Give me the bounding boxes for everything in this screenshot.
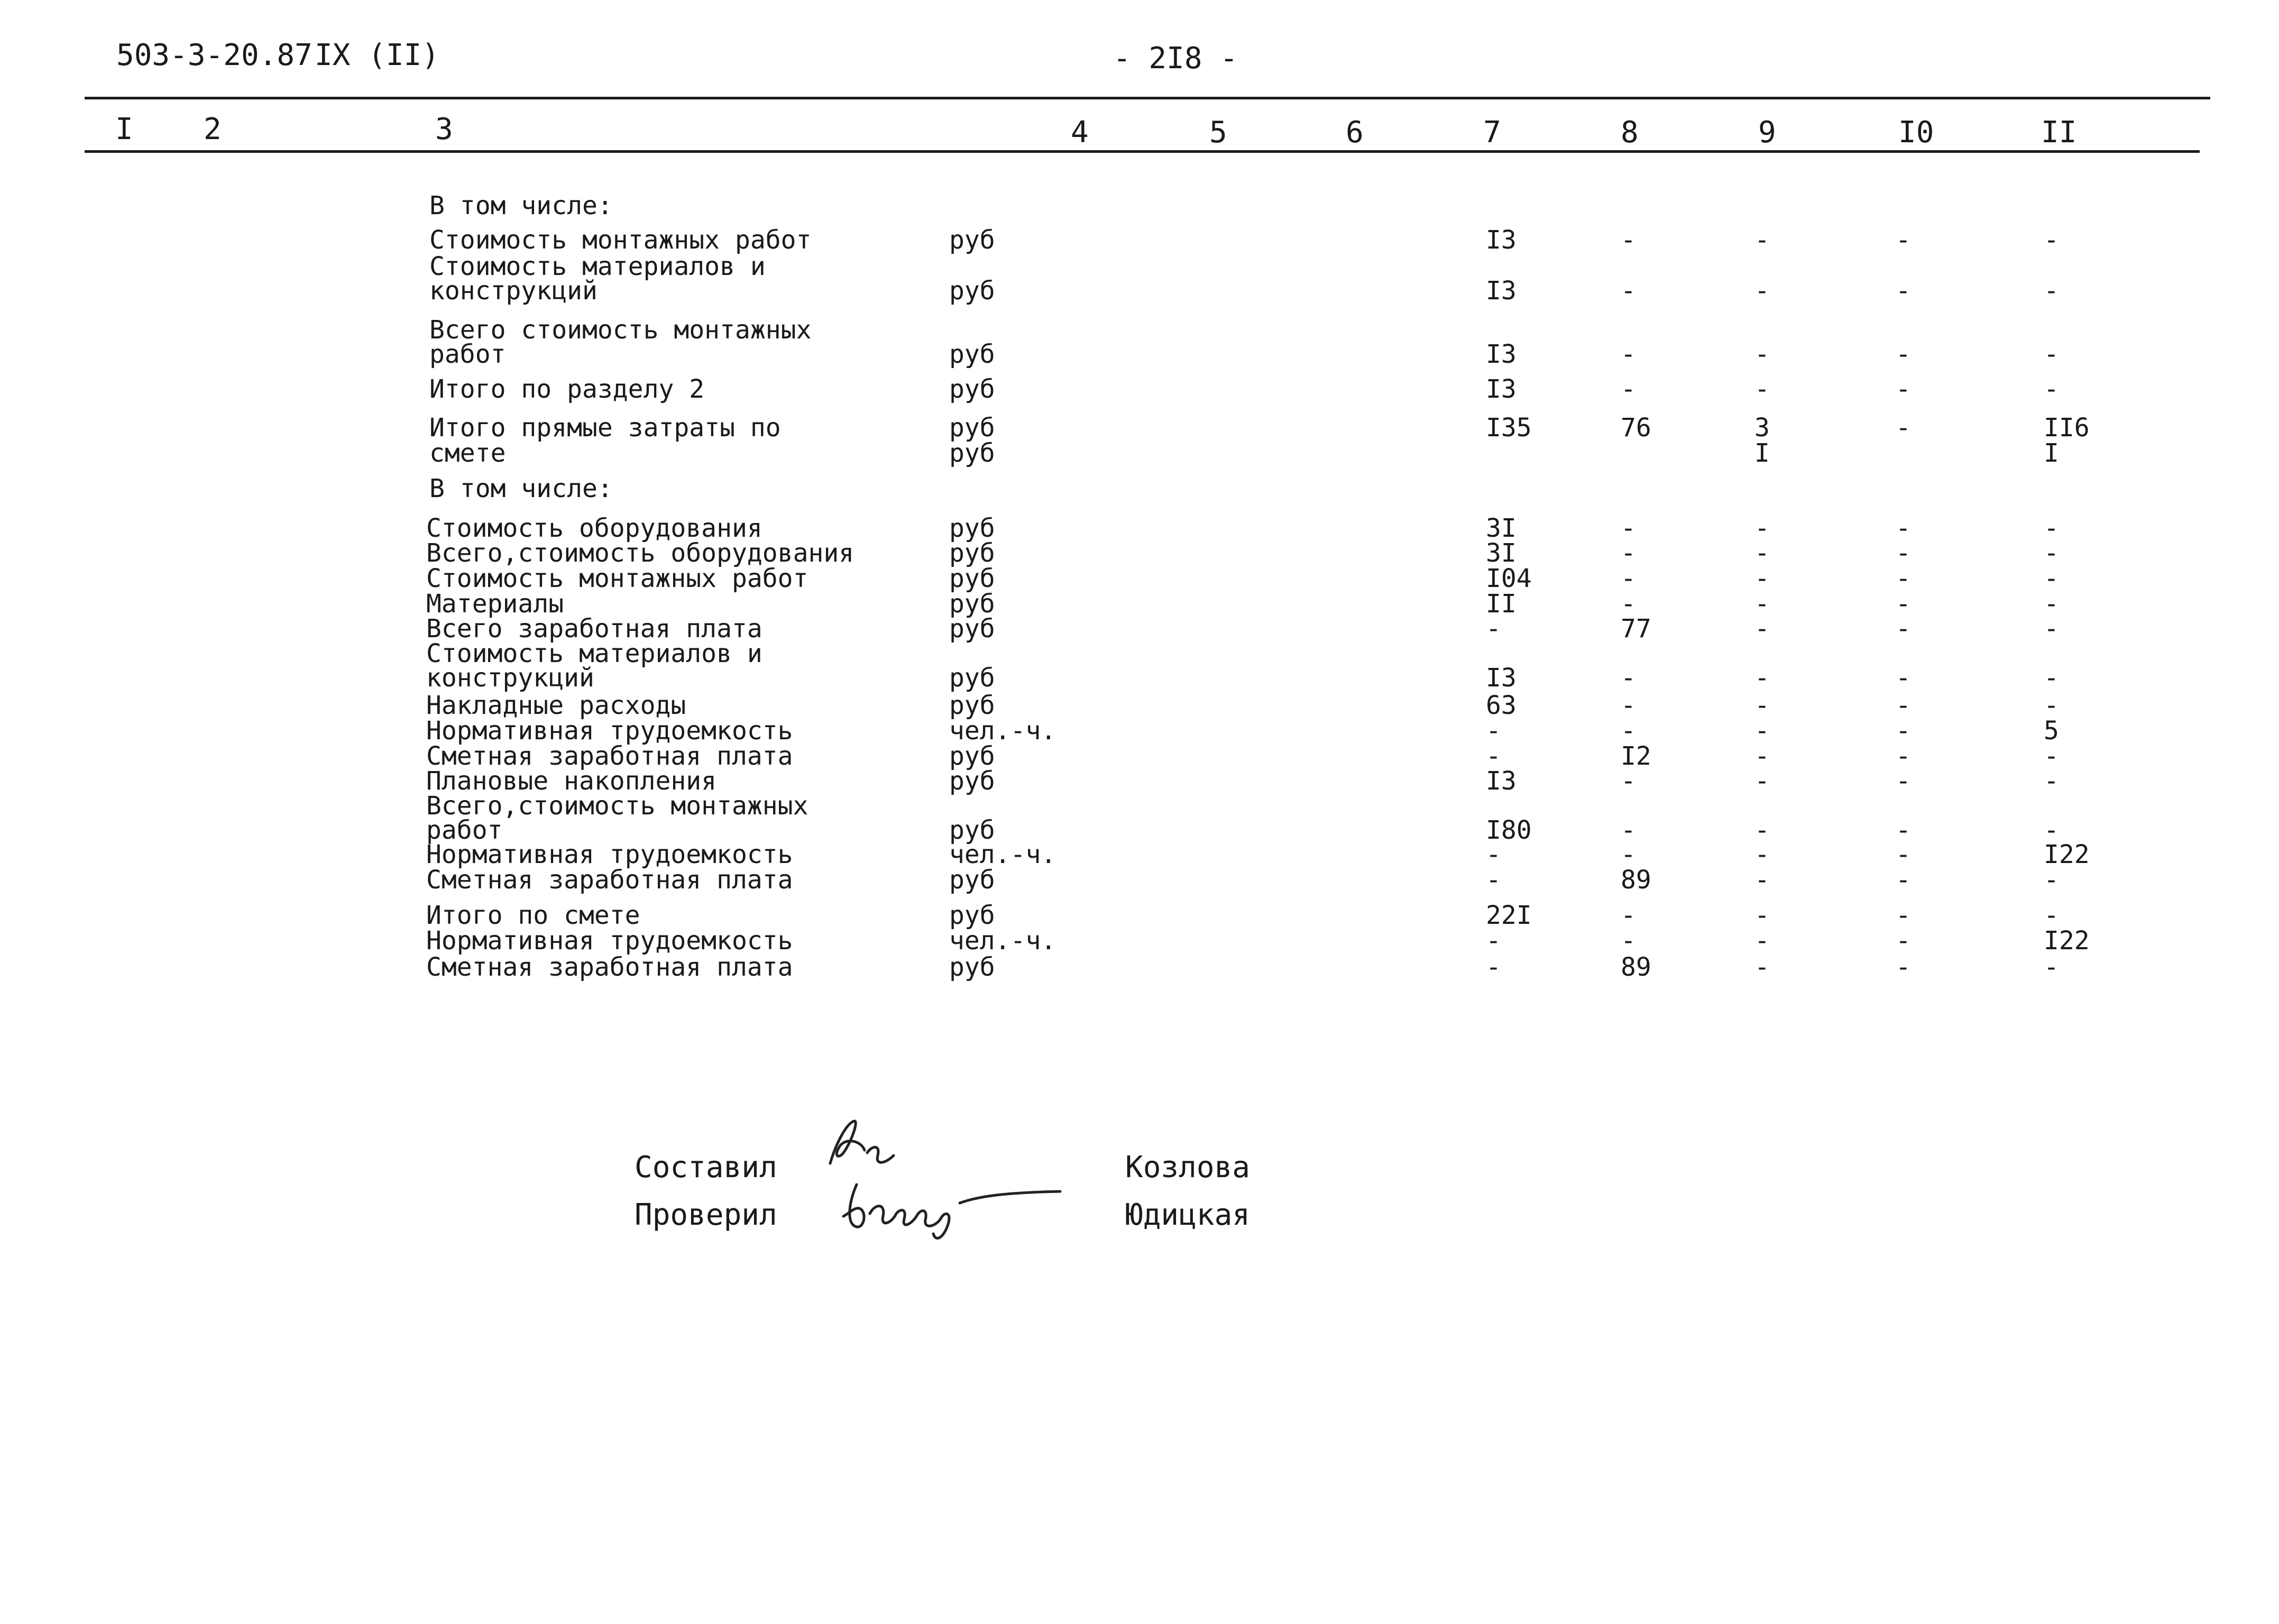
cell-c8: 77 <box>1621 614 1651 644</box>
cell-c7: - <box>1486 741 1501 771</box>
row-label: Сметная заработная плата <box>426 865 793 895</box>
cell-c7: I35 <box>1486 413 1532 443</box>
cell-c11: - <box>2044 564 2059 593</box>
cell-c11: - <box>2044 766 2059 796</box>
cell-c10: - <box>1896 374 1911 404</box>
row-unit: руб <box>949 438 995 468</box>
cell-c11: I22 <box>2044 840 2090 869</box>
row-unit: чел.-ч. <box>949 716 1056 746</box>
row-label: Материалы <box>426 589 564 619</box>
cell-c8: - <box>1621 225 1636 255</box>
cell-c7: I80 <box>1486 815 1532 845</box>
cell-c10: - <box>1896 413 1911 443</box>
cell-c8: - <box>1621 564 1636 593</box>
cell-c11: II6 <box>2044 413 2090 443</box>
cell-c11: - <box>2044 538 2059 568</box>
row-label: Плановые накопления <box>426 766 717 796</box>
cell-c9: - <box>1754 225 1770 255</box>
cell-c7: - <box>1486 926 1501 956</box>
cell-c9: - <box>1754 840 1770 869</box>
row-label: смете <box>429 438 506 468</box>
cell-c7: - <box>1486 716 1501 746</box>
cell-c7: 3I <box>1486 538 1517 568</box>
cell-c10: - <box>1896 840 1911 869</box>
cell-c7: I3 <box>1486 663 1517 693</box>
checked-signature <box>833 1171 1065 1245</box>
row-label: конструкций <box>426 663 594 693</box>
cell-c8: - <box>1621 901 1636 930</box>
cell-c10: - <box>1896 340 1911 369</box>
cell-c9: 3 <box>1754 413 1770 443</box>
row-label: Стоимость материалов и <box>426 639 762 668</box>
cell-c11: - <box>2044 340 2059 369</box>
cell-c9: - <box>1754 513 1770 543</box>
row-unit: руб <box>949 614 995 644</box>
cell-c8: - <box>1621 691 1636 720</box>
row-unit: руб <box>949 340 995 369</box>
row-unit: руб <box>949 691 995 720</box>
col-header-1: I <box>115 112 133 146</box>
row-label: работ <box>429 340 506 369</box>
col-header-4: 4 <box>1071 115 1089 150</box>
col-header-2: 2 <box>204 112 222 146</box>
cell-c7: 22I <box>1486 901 1532 930</box>
row-label: Нормативная трудоемкость <box>426 716 793 746</box>
cell-c8: - <box>1621 513 1636 543</box>
table-header-bottom-rule <box>85 150 2200 153</box>
cell-c9: - <box>1754 741 1770 771</box>
page-number: - 2I8 - <box>1113 41 1238 76</box>
cell-c11: I <box>2044 438 2059 468</box>
col-header-8: 8 <box>1621 115 1639 150</box>
row-label: Накладные расходы <box>426 691 686 720</box>
row-label: Всего заработная плата <box>426 614 762 644</box>
cell-c8: 89 <box>1621 865 1651 895</box>
row-unit: руб <box>949 952 995 982</box>
cell-c8: - <box>1621 815 1636 845</box>
col-header-5: 5 <box>1209 115 1227 150</box>
cell-c11: - <box>2044 276 2059 306</box>
cell-c11: 5 <box>2044 716 2059 746</box>
cell-c10: - <box>1896 815 1911 845</box>
cell-c7: - <box>1486 840 1501 869</box>
cell-c10: - <box>1896 513 1911 543</box>
row-unit: руб <box>949 589 995 619</box>
row-unit: руб <box>949 276 995 306</box>
cell-c9: - <box>1754 766 1770 796</box>
row-label: Всего стоимость монтажных <box>429 315 812 345</box>
document-part: IX (II) <box>315 38 440 72</box>
cell-c10: - <box>1896 614 1911 644</box>
cell-c10: - <box>1896 741 1911 771</box>
cell-c9: - <box>1754 589 1770 619</box>
cell-c10: - <box>1896 716 1911 746</box>
cell-c7: I04 <box>1486 564 1532 593</box>
cell-c10: - <box>1896 926 1911 956</box>
row-unit: чел.-ч. <box>949 926 1056 956</box>
cell-c8: - <box>1621 766 1636 796</box>
cell-c8: - <box>1621 663 1636 693</box>
cell-c8: - <box>1621 589 1636 619</box>
row-unit: руб <box>949 538 995 568</box>
cell-c8: - <box>1621 374 1636 404</box>
cell-c11: - <box>2044 374 2059 404</box>
cell-c7: - <box>1486 614 1501 644</box>
cell-c10: - <box>1896 564 1911 593</box>
cell-c9: - <box>1754 276 1770 306</box>
row-label: Нормативная трудоемкость <box>426 926 793 956</box>
cell-c9: - <box>1754 952 1770 982</box>
row-unit: руб <box>949 663 995 693</box>
cell-c11: I22 <box>2044 926 2090 956</box>
cell-c10: - <box>1896 766 1911 796</box>
col-header-10: I0 <box>1898 115 1934 150</box>
cell-c8: - <box>1621 840 1636 869</box>
cell-c9: - <box>1754 865 1770 895</box>
row-label: Всего,стоимость монтажных <box>426 791 808 821</box>
row-label: работ <box>426 815 503 845</box>
cell-c9: - <box>1754 614 1770 644</box>
col-header-9: 9 <box>1758 115 1776 150</box>
cell-c9: - <box>1754 564 1770 593</box>
cell-c8: - <box>1621 538 1636 568</box>
row-label: Стоимость монтажных работ <box>426 564 808 593</box>
cell-c8: I2 <box>1621 741 1651 771</box>
row-label: В том числе: <box>429 191 613 221</box>
cell-c9: - <box>1754 926 1770 956</box>
cell-c9: - <box>1754 374 1770 404</box>
checked-by-name: Юдицкая <box>1125 1198 1251 1232</box>
cell-c7: 63 <box>1486 691 1517 720</box>
cell-c11: - <box>2044 815 2059 845</box>
cell-c10: - <box>1896 901 1911 930</box>
cell-c9: - <box>1754 340 1770 369</box>
cell-c11: - <box>2044 589 2059 619</box>
row-label: Стоимость оборудования <box>426 513 762 543</box>
cell-c10: - <box>1896 225 1911 255</box>
row-unit: чел.-ч. <box>949 840 1056 869</box>
cell-c10: - <box>1896 952 1911 982</box>
row-unit: руб <box>949 225 995 255</box>
cell-c8: - <box>1621 340 1636 369</box>
row-label: Стоимость монтажных работ <box>429 225 812 255</box>
cell-c8: 76 <box>1621 413 1651 443</box>
document-code: 503-3-20.87 <box>116 38 313 72</box>
row-unit: руб <box>949 513 995 543</box>
cell-c10: - <box>1896 538 1911 568</box>
cell-c7: - <box>1486 865 1501 895</box>
row-label: конструкций <box>429 276 598 306</box>
row-unit: руб <box>949 901 995 930</box>
row-unit: руб <box>949 766 995 796</box>
cell-c8: 89 <box>1621 952 1651 982</box>
row-unit: руб <box>949 564 995 593</box>
cell-c11: - <box>2044 691 2059 720</box>
row-label: В том числе: <box>429 474 613 503</box>
cell-c7: I3 <box>1486 276 1517 306</box>
row-unit: руб <box>949 815 995 845</box>
col-header-7: 7 <box>1483 115 1501 150</box>
cell-c8: - <box>1621 276 1636 306</box>
cell-c9: I <box>1754 438 1770 468</box>
row-unit: руб <box>949 741 995 771</box>
cell-c7: I3 <box>1486 374 1517 404</box>
row-label: Нормативная трудоемкость <box>426 840 793 869</box>
row-unit: руб <box>949 374 995 404</box>
table-top-rule <box>85 97 2210 99</box>
cell-c11: - <box>2044 901 2059 930</box>
cell-c9: - <box>1754 663 1770 693</box>
cell-c11: - <box>2044 741 2059 771</box>
cell-c11: - <box>2044 865 2059 895</box>
col-header-6: 6 <box>1346 115 1364 150</box>
cell-c11: - <box>2044 952 2059 982</box>
cell-c7: I3 <box>1486 766 1517 796</box>
row-label: Сметная заработная плата <box>426 741 793 771</box>
cell-c11: - <box>2044 663 2059 693</box>
cell-c7: 3I <box>1486 513 1517 543</box>
cell-c7: II <box>1486 589 1517 619</box>
col-header-3: 3 <box>435 112 453 146</box>
cell-c11: - <box>2044 513 2059 543</box>
cell-c8: - <box>1621 716 1636 746</box>
compiled-by-name: Козлова <box>1125 1150 1251 1185</box>
cell-c7: I3 <box>1486 340 1517 369</box>
cell-c9: - <box>1754 538 1770 568</box>
compiled-signature <box>814 1113 904 1177</box>
cell-c9: - <box>1754 691 1770 720</box>
cell-c7: I3 <box>1486 225 1517 255</box>
cell-c10: - <box>1896 276 1911 306</box>
cell-c11: - <box>2044 614 2059 644</box>
cell-c10: - <box>1896 691 1911 720</box>
cell-c10: - <box>1896 663 1911 693</box>
row-unit: руб <box>949 865 995 895</box>
cell-c11: - <box>2044 225 2059 255</box>
cell-c9: - <box>1754 815 1770 845</box>
compiled-by-label: Составил <box>635 1150 777 1185</box>
cell-c10: - <box>1896 589 1911 619</box>
cell-c9: - <box>1754 901 1770 930</box>
row-label: Итого прямые затраты по <box>429 413 781 443</box>
row-label: Итого по смете <box>426 901 640 930</box>
checked-by-label: Проверил <box>635 1198 777 1232</box>
col-header-11: II <box>2041 115 2077 150</box>
row-label: Стоимость материалов и <box>429 252 766 281</box>
cell-c7: - <box>1486 952 1501 982</box>
row-label: Сметная заработная плата <box>426 952 793 982</box>
row-label: Всего,стоимость оборудования <box>426 538 854 568</box>
cell-c9: - <box>1754 716 1770 746</box>
row-unit: руб <box>949 413 995 443</box>
row-label: Итого по разделу 2 <box>429 374 705 404</box>
cell-c10: - <box>1896 865 1911 895</box>
cell-c8: - <box>1621 926 1636 956</box>
